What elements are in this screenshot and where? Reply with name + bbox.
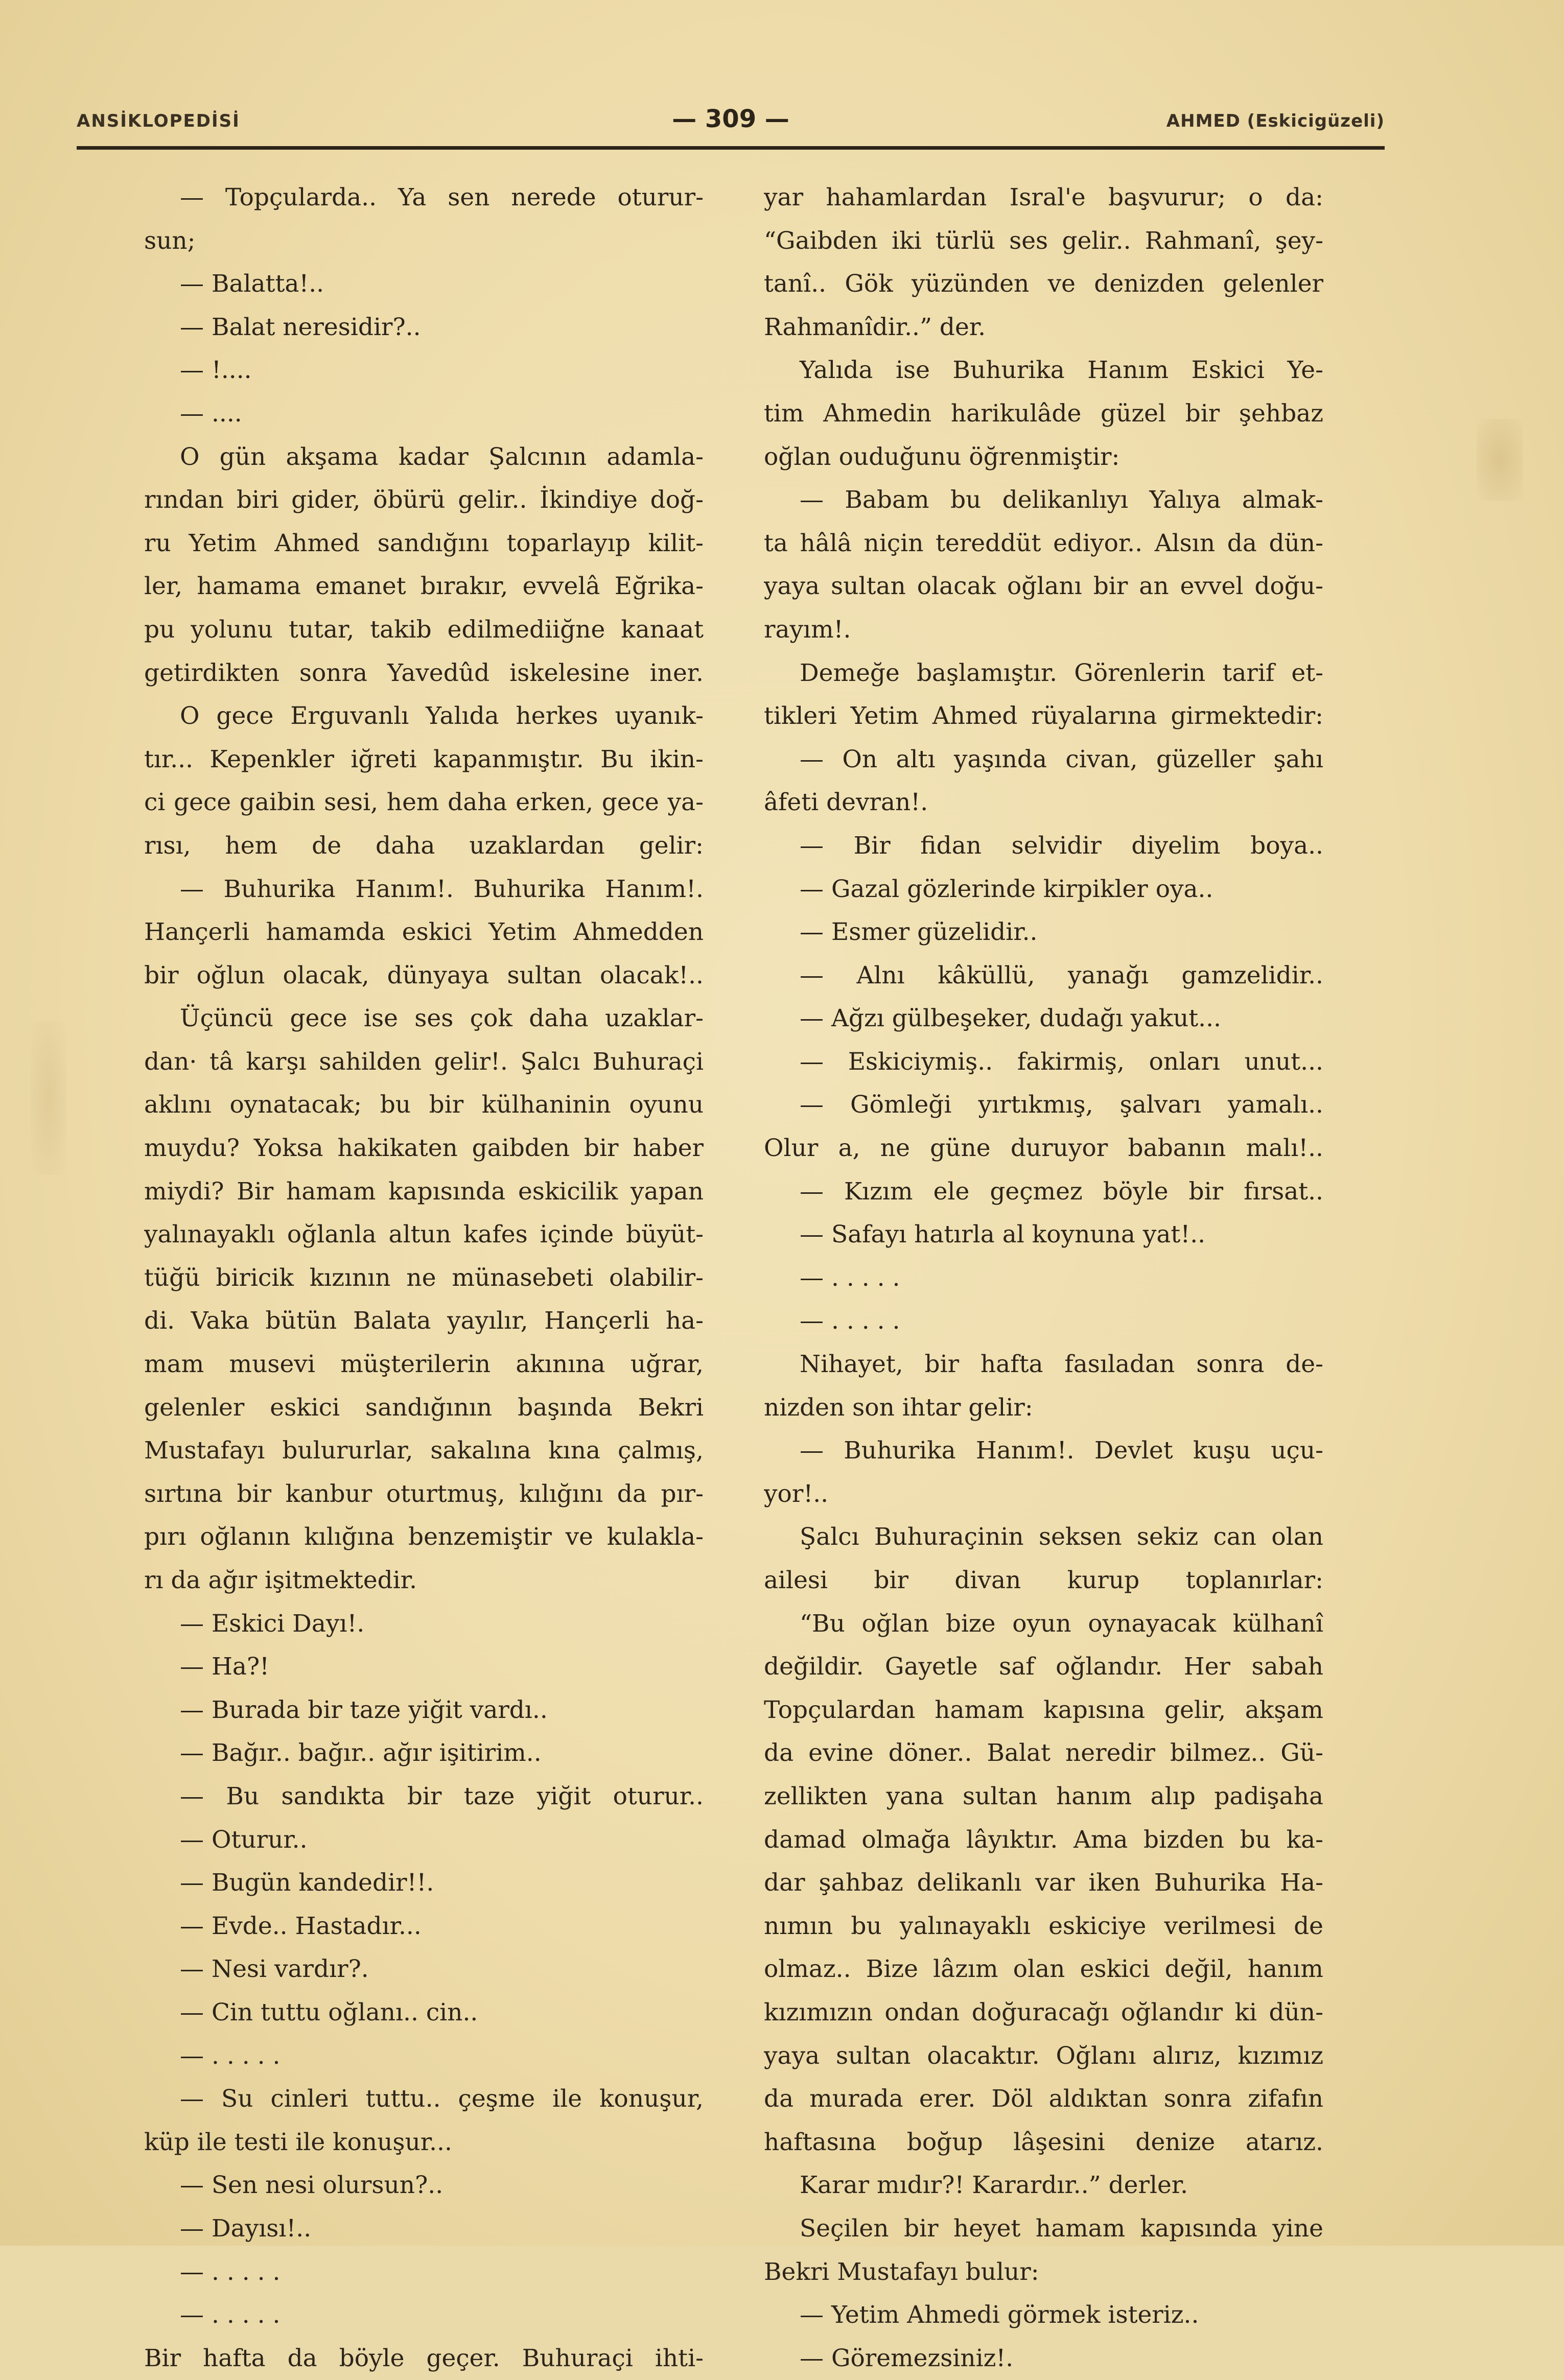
text-line: rından biri gider, öbürü gelir.. İkindiye doğ- <box>144 486 704 514</box>
text-line: “Gaibden iki türlü ses gelir.. Rahmanî, şey- <box>764 226 1323 255</box>
text-line: gelenler eskici sandığının başında Bekri <box>144 1393 704 1422</box>
text-line: oğlan ouduğunu öğrenmiştir: <box>764 442 1120 471</box>
header-left-title: ANSİKLOPEDİSİ <box>77 111 240 131</box>
text-line: tim Ahmedin harikulâde güzel bir şehbaz <box>764 399 1323 428</box>
text-line: Yalıda ise Buhurika Hanım Eskici Ye- <box>800 356 1323 385</box>
text-line: — Esmer güzelidir.. <box>800 918 1038 947</box>
text-line: tır... Kepenkler iğreti kapanmıştır. Bu ikin- <box>144 745 704 773</box>
text-line: aklını oynatacak; bu bir külhaninin oyunu <box>144 1091 704 1119</box>
text-line: — On altı yaşında civan, güzeller şahı <box>800 745 1323 773</box>
text-line: ru Yetim Ahmed sandığını toparlayıp kilit- <box>144 529 704 557</box>
right-text-column <box>764 176 1323 2380</box>
page-number: — 309 — <box>672 105 789 133</box>
text-line: da evine döner.. Balat neredir bilmez.. Gü- <box>764 1739 1323 1768</box>
text-line: zellikten yana sultan hanım alıp padişaha <box>764 1782 1323 1810</box>
text-line: — Buhurika Hanım!. Buhurika Hanım!. <box>180 875 704 903</box>
text-line: sırtına bir kanbur oturtmuş, kılığını da pır- <box>144 1479 704 1508</box>
text-line: — Burada bir taze yiğit vardı.. <box>180 1695 548 1724</box>
text-line: nımın bu yalınayaklı eskiciye verilmesi de <box>764 1912 1323 1940</box>
text-line: Şalcı Buhuraçinin seksen sekiz can olan <box>800 1523 1323 1551</box>
text-line: pırı oğlanın kılığına benzemiştir ve kulakla- <box>144 1523 704 1551</box>
text-line: damad olmağa lâyıktır. Ama bizden bu ka- <box>764 1825 1323 1854</box>
text-line: yor!.. <box>764 1479 829 1508</box>
text-line: Karar mıdır?! Karardır..” derler. <box>800 2171 1188 2200</box>
text-line: — .... <box>180 399 242 428</box>
paper-stain <box>31 1022 66 1175</box>
text-line: — Eskici Dayı!. <box>180 1609 365 1638</box>
text-line: “Bu oğlan bize oyun oynayacak külhanî <box>800 1609 1323 1638</box>
text-line: Nihayet, bir hafta fasıladan sonra de- <box>800 1350 1323 1379</box>
text-line: Bir hafta da böyle geçer. Buhuraçi ihti- <box>144 2344 704 2372</box>
header-right-title: AHMED (Eskicigüzeli) <box>1166 111 1385 131</box>
text-line: — Alnı kâküllü, yanağı gamzelidir.. <box>800 961 1323 989</box>
text-line: di. Vaka bütün Balata yayılır, Hançerli ha- <box>144 1307 704 1335</box>
text-line: — . . . . . <box>180 2041 281 2070</box>
text-line: — . . . . . <box>180 2257 281 2286</box>
text-line: — Dayısı!.. <box>180 2214 312 2243</box>
text-line: — Nesi vardır?. <box>180 1955 369 1984</box>
text-line: ailesi bir divan kurup toplanırlar: <box>764 1566 1323 1594</box>
text-line: — Yetim Ahmedi görmek isteriz.. <box>800 2301 1199 2329</box>
text-line: O gün akşama kadar Şalcının adamla- <box>180 442 704 471</box>
text-line: — Ha?! <box>180 1653 270 1681</box>
text-line: yar hahamlardan Isral'e başvurur; o da: <box>764 183 1323 211</box>
text-line: Rahmanîdir..” der. <box>764 313 986 341</box>
text-line: — Bağır.. bağır.. ağır işitirim.. <box>180 1739 542 1768</box>
text-line: — Su cinleri tuttu.. çeşme ile konuşur, <box>180 2085 704 2113</box>
text-line: bir oğlun olacak, dünyaya sultan olacak!.. <box>144 961 704 989</box>
text-line: yaya sultan olacaktır. Oğlanı alırız, kızımız <box>764 2041 1323 2070</box>
text-line: değildir. Gayetle saf oğlandır. Her sabah <box>764 1653 1323 1681</box>
text-line: O gece Erguvanlı Yalıda herkes uyanık- <box>180 702 704 731</box>
text-line: Topçulardan hamam kapısına gelir, akşam <box>764 1695 1323 1724</box>
text-line: — Bugün kandedir!!. <box>180 1869 434 1897</box>
text-line: — Gömleği yırtıkmış, şalvarı yamalı.. <box>800 1091 1323 1119</box>
text-line: miydi? Bir hamam kapısında eskicilik yapan <box>144 1177 704 1206</box>
text-line: — Kızım ele geçmez böyle bir fırsat.. <box>800 1177 1323 1206</box>
text-line: — Topçularda.. Ya sen nerede oturur- <box>180 183 704 211</box>
text-line: rısı, hem de daha uzaklardan gelir: <box>144 831 704 860</box>
text-line: yalınayaklı oğlanla altun kafes içinde büyüt- <box>144 1220 704 1249</box>
text-line: — Evde.. Hastadır... <box>180 1912 422 1940</box>
text-line: kızımızın ondan doğuracağı oğlandır ki dün- <box>764 1998 1323 2026</box>
text-line: — Ağzı gülbeşeker, dudağı yakut... <box>800 1004 1221 1033</box>
text-line: — Safayı hatırla al koynuna yat!.. <box>800 1220 1206 1249</box>
text-line: olmaz.. Bize lâzım olan eskici değil, hanım <box>764 1955 1323 1984</box>
text-line: — Oturur.. <box>180 1825 308 1854</box>
text-line: ci gece gaibin sesi, hem daha erken, gece ya- <box>144 788 704 817</box>
text-line: — Buhurika Hanım!. Devlet kuşu uçu- <box>800 1436 1323 1465</box>
text-line: — . . . . . <box>180 2301 281 2329</box>
text-line: Mustafayı bulururlar, sakalına kına çalmış, <box>144 1436 704 1465</box>
text-line: tanî.. Gök yüzünden ve denizden gelenler <box>764 270 1323 298</box>
running-header <box>77 105 1385 140</box>
left-text-column <box>144 176 704 2380</box>
text-line: — . . . . . <box>800 1263 900 1292</box>
text-line: Üçüncü gece ise ses çok daha uzaklar- <box>180 1004 704 1033</box>
text-line: nizden son ihtar gelir: <box>764 1393 1033 1422</box>
text-line: rayım!. <box>764 615 851 644</box>
paper-stain <box>1477 419 1523 501</box>
text-line: ler, hamama emanet bırakır, evvelâ Eğrika- <box>144 572 704 601</box>
text-line: Bekri Mustafayı bulur: <box>764 2257 1039 2286</box>
text-line: tikleri Yetim Ahmed rüyalarına girmektedir: <box>764 702 1323 731</box>
text-line: mam musevi müşterilerin akınına uğrar, <box>144 1350 704 1379</box>
text-line: yaya sultan olacak oğlanı bir an evvel doğu- <box>764 572 1323 601</box>
text-line: âfeti devran!. <box>764 788 928 817</box>
text-line: — Balatta!.. <box>180 270 324 298</box>
text-line: küp ile testi ile konuşur... <box>144 2128 452 2156</box>
text-line: Olur a, ne güne duruyor babanın malı!.. <box>764 1134 1323 1163</box>
text-line: — Sen nesi olursun?.. <box>180 2171 443 2200</box>
text-line: — Gazal gözlerinde kirpikler oya.. <box>800 875 1213 903</box>
text-line: ta hâlâ niçin tereddüt ediyor.. Alsın da dün- <box>764 529 1323 557</box>
text-line: — Cin tuttu oğlanı.. cin.. <box>180 1998 478 2026</box>
text-line: — !.... <box>180 356 252 385</box>
text-line: haftasına boğup lâşesini denize atarız. <box>764 2128 1323 2156</box>
text-line: dan· tâ karşı sahilden gelir!. Şalcı Buhuraçi <box>144 1047 704 1076</box>
text-line: — Balat neresidir?.. <box>180 313 421 341</box>
text-line: — Babam bu delikanlıyı Yalıya almak- <box>800 486 1323 514</box>
text-line: pu yolunu tutar, takib edilmediiğne kanaat <box>144 615 704 644</box>
text-line: — Bu sandıkta bir taze yiğit oturur.. <box>180 1782 704 1810</box>
text-line: muydu? Yoksa hakikaten gaibden bir haber <box>144 1134 704 1163</box>
text-line: — Bir fidan selvidir diyelim boya.. <box>800 831 1323 860</box>
text-line: Seçilen bir heyet hamam kapısında yine <box>800 2214 1323 2243</box>
text-line: — Göremezsiniz!. <box>800 2344 1014 2372</box>
header-rule <box>77 146 1385 150</box>
text-line: sun; <box>144 226 196 255</box>
text-line: — Eskiciymiş.. fakirmiş, onları unut... <box>800 1047 1323 1076</box>
text-line: getirdikten sonra Yavedûd iskelesine iner. <box>144 658 704 687</box>
text-line: Hançerli hamamda eskici Yetim Ahmedden <box>144 918 704 947</box>
text-line: da murada erer. Döl aldıktan sonra zifafın <box>764 2085 1323 2113</box>
text-line: — . . . . . <box>800 1307 900 1335</box>
text-line: rı da ağır işitmektedir. <box>144 1566 417 1594</box>
text-line: Demeğe başlamıştır. Görenlerin tarif et- <box>800 658 1323 687</box>
text-line: dar şahbaz delikanlı var iken Buhurika Ha- <box>764 1869 1323 1897</box>
text-line: tüğü biricik kızının ne münasebeti olabilir- <box>144 1263 704 1292</box>
